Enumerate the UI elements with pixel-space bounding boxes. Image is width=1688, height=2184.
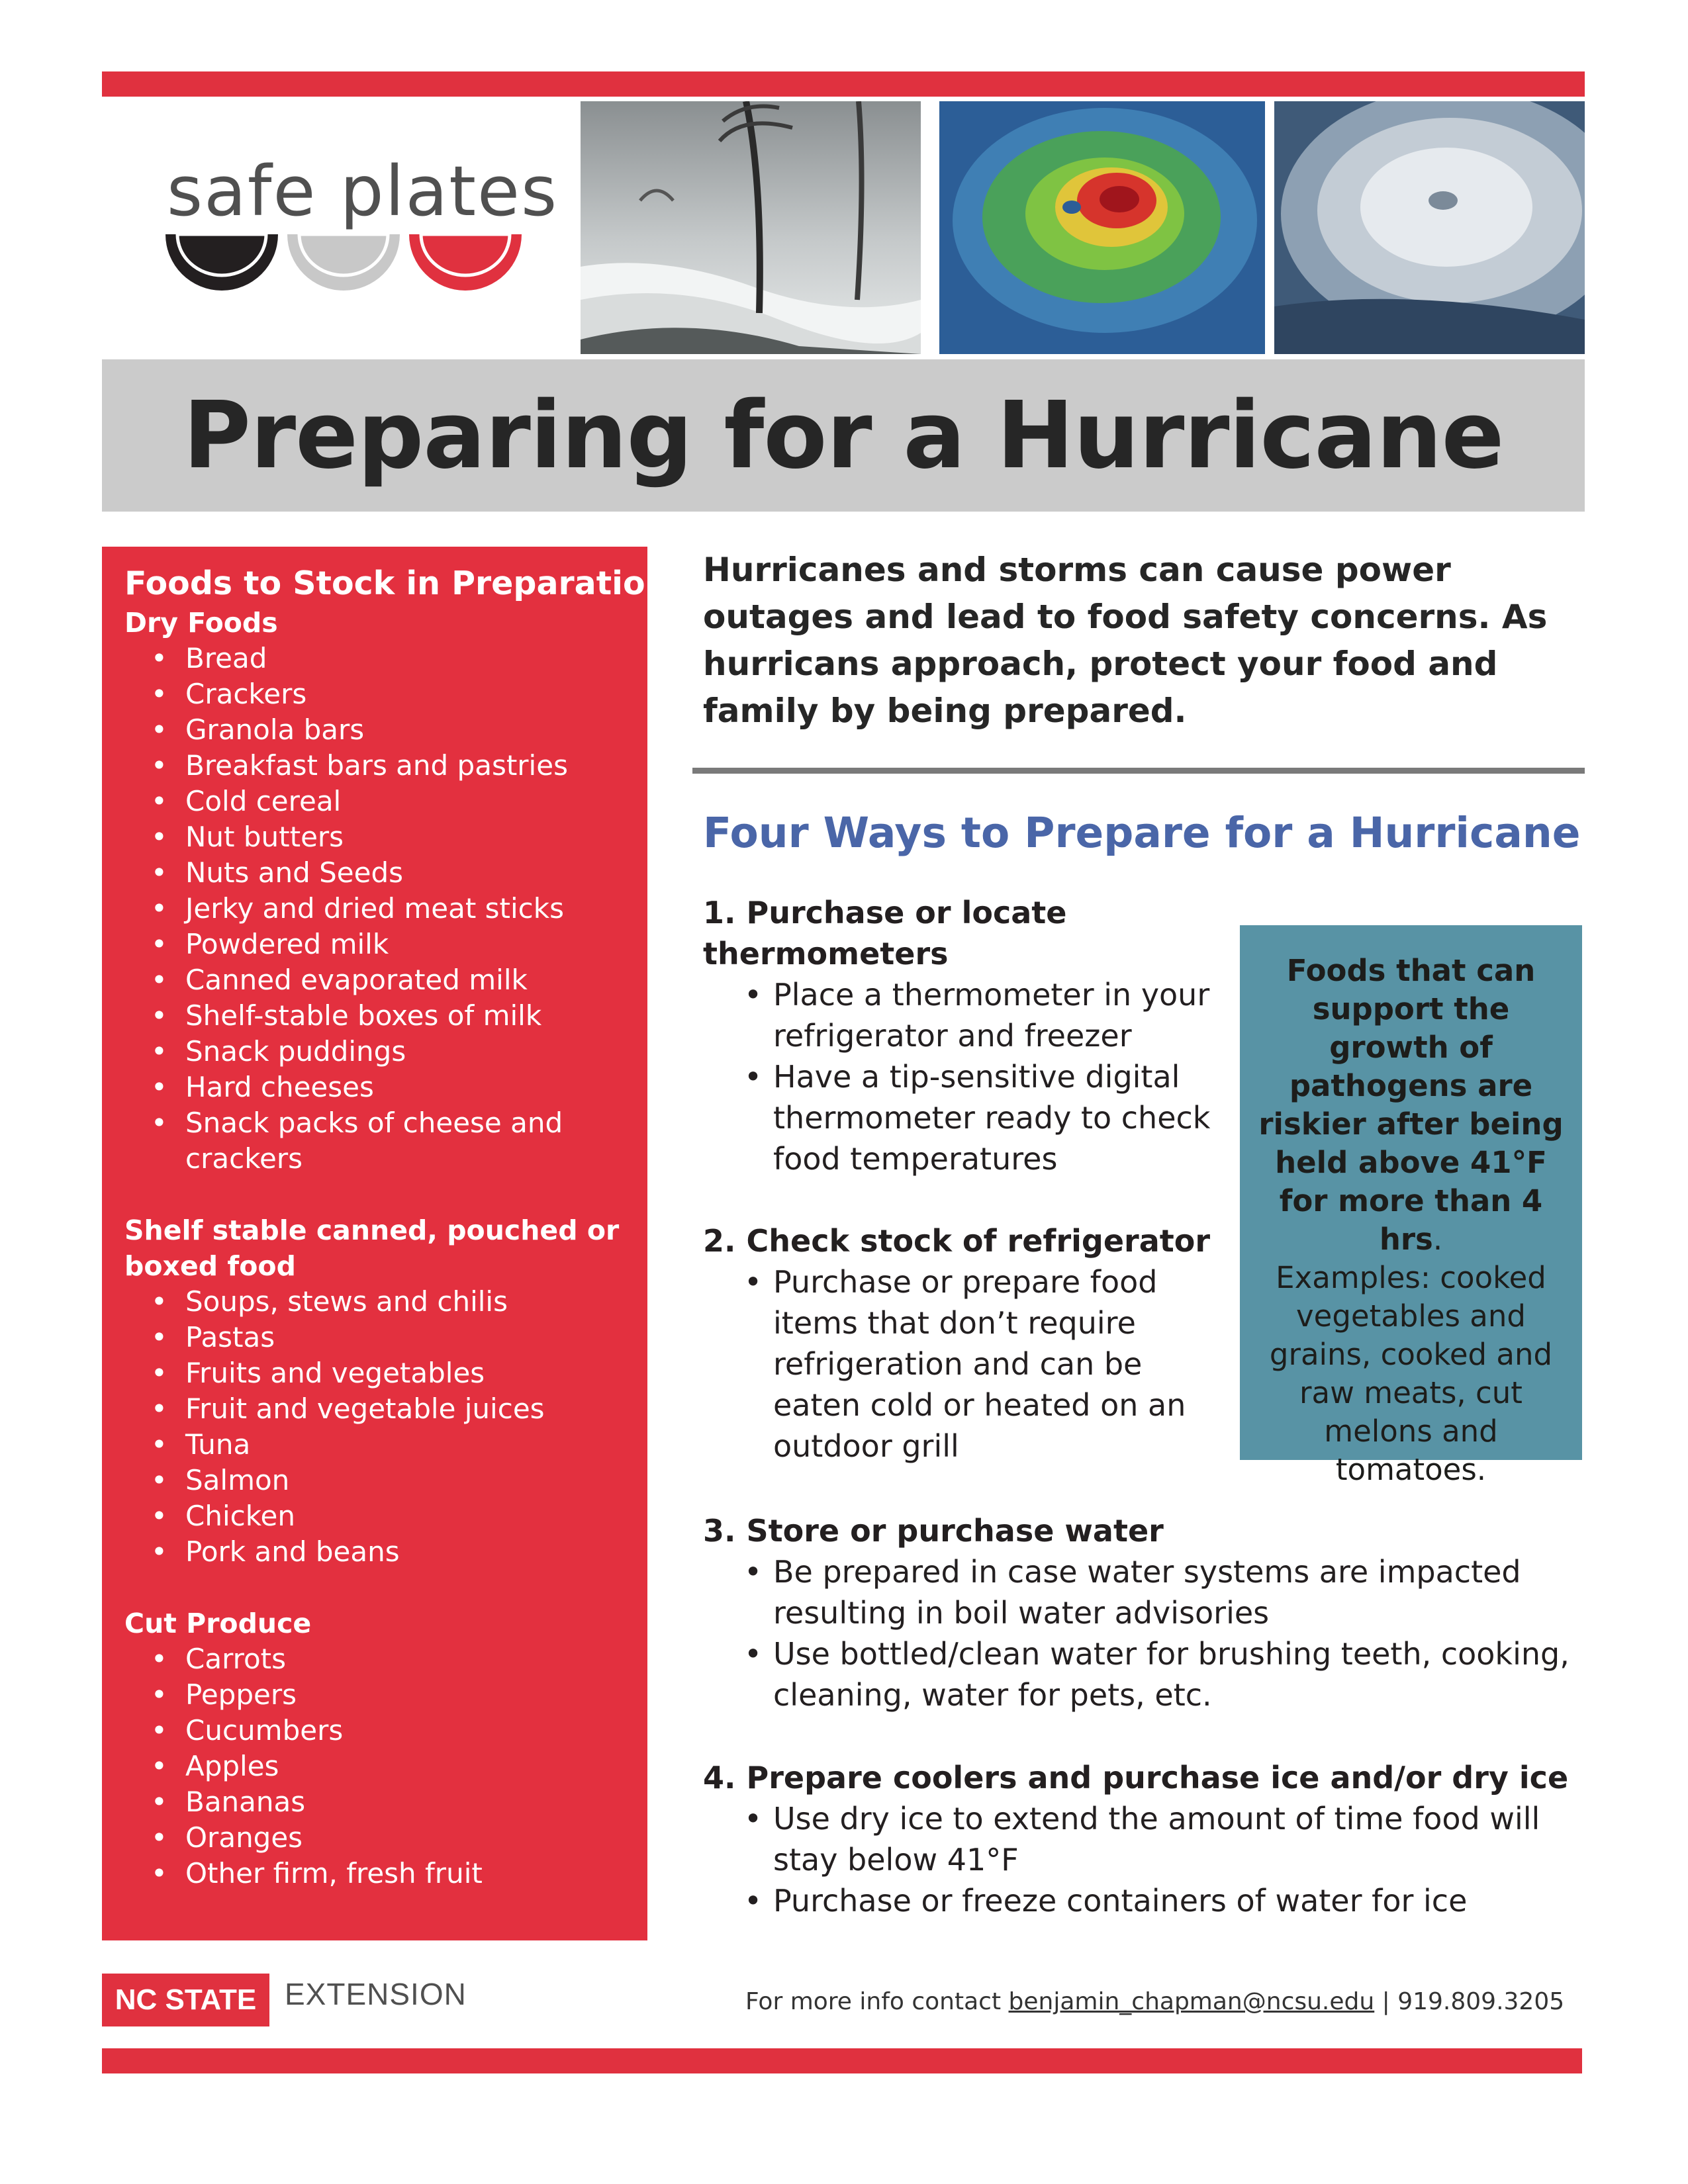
extension-label: EXTENSION	[285, 1977, 467, 2011]
list-item: • Pastas	[151, 1320, 634, 1355]
hurricane-radar-photo	[939, 101, 1265, 354]
step-3	[703, 1510, 1583, 1715]
list-item: • Carrots	[151, 1641, 634, 1677]
list-item: • Snack packs of cheese and crackers	[151, 1105, 634, 1177]
safe-plates-bowls-icon	[164, 232, 522, 298]
page-title: Preparing for a Hurricane	[183, 381, 1504, 490]
section-heading-dry-foods: Dry Foods	[124, 607, 278, 639]
list-item: • Crackers	[151, 676, 634, 712]
section-heading-cut-produce: Cut Produce	[124, 1608, 312, 1639]
list-item: • Canned evaporated milk	[151, 962, 634, 998]
list-item: • Place a thermometer in your refrigerator and freezer	[744, 974, 1233, 1056]
safe-plates-logo-text: safe plates	[167, 151, 559, 232]
list-item: • Bread	[151, 641, 634, 676]
list-item: • Soups, stews and chilis	[151, 1284, 634, 1320]
step-heading: 4. Prepare coolers and purchase ice and/or dry ice	[703, 1760, 1569, 1796]
shelf-stable-list	[124, 1284, 634, 1570]
pathogen-info-box	[1240, 925, 1582, 1487]
step-1-list	[703, 974, 1233, 1179]
step-4	[703, 1757, 1583, 1921]
list-item: • Cucumbers	[151, 1713, 634, 1749]
step-1	[703, 892, 1233, 1179]
info-box-warning: Foods that can support the growth of pathogens are riskier after being held above 41°F for more than 4 hrs	[1258, 953, 1564, 1257]
phone-number: 919.809.3205	[1397, 1988, 1565, 2015]
list-item: • Use bottled/clean water for brushing teeth, cooking, cleaning, water for pets, etc.	[744, 1633, 1583, 1715]
step-heading: 3. Store or purchase water	[703, 1513, 1164, 1549]
list-item: • Shelf-stable boxes of milk	[151, 998, 634, 1034]
foods-to-stock-panel	[102, 547, 669, 1940]
list-item: • Purchase or prepare food items that don’t require refrigeration and can be eaten cold or heated on an outdoor grill	[744, 1261, 1233, 1467]
list-item: • Granola bars	[151, 712, 634, 748]
intro-paragraph: Hurricanes and storms can cause power outages and lead to food safety concerns. As hurricans approach, protect your food and family by being prepared.	[703, 551, 1548, 730]
list-item: • Tuna	[151, 1427, 634, 1463]
list-item: • Other firm, fresh fruit	[151, 1856, 634, 1891]
cut-produce-list	[124, 1641, 634, 1891]
email-link[interactable]: benjamin_chapman@ncsu.edu	[1008, 1988, 1375, 2015]
dry-foods-list	[124, 641, 634, 1177]
list-item: • Have a tip-sensitive digital thermometer ready to check food temperatures	[744, 1056, 1233, 1179]
list-item: • Chicken	[151, 1498, 634, 1534]
list-item: • Fruit and vegetable juices	[151, 1391, 634, 1427]
step-4-list	[703, 1798, 1583, 1921]
list-item: • Peppers	[151, 1677, 634, 1713]
contact-prefix: For more info contact	[745, 1988, 1009, 2015]
info-box-examples: Examples: cooked vegetables and grains, cooked and raw meats, cut melons and tomatoes.	[1269, 1260, 1553, 1487]
step-3-list	[703, 1551, 1583, 1715]
hurricane-beach-photo	[581, 101, 921, 354]
list-item: • Nut butters	[151, 819, 634, 855]
section-divider	[692, 768, 1585, 774]
list-item: • Nuts and Seeds	[151, 855, 634, 891]
list-item: • Apples	[151, 1749, 634, 1784]
list-item: • Powdered milk	[151, 927, 634, 962]
list-item: • Pork and beans	[151, 1534, 634, 1570]
panel-title: Foods to Stock in Preparation	[124, 565, 669, 602]
section-heading-shelf-stable: Shelf stable canned, pouched or boxed food	[124, 1214, 620, 1282]
four-ways-heading: Four Ways to Prepare for a Hurricane	[703, 809, 1581, 857]
step-2-list	[703, 1261, 1233, 1467]
info-box-period: .	[1432, 1222, 1443, 1257]
hurricane-satellite-photo	[1274, 101, 1585, 354]
list-item: • Jerky and dried meat sticks	[151, 891, 634, 927]
step-heading: 2. Check stock of refrigerator	[703, 1223, 1211, 1259]
list-item: • Fruits and vegetables	[151, 1355, 634, 1391]
list-item: • Purchase or freeze containers of water for ice	[744, 1880, 1583, 1921]
list-item: • Breakfast bars and pastries	[151, 748, 634, 784]
list-item: • Oranges	[151, 1820, 634, 1856]
top-red-rule	[102, 71, 1585, 97]
list-item: • Snack puddings	[151, 1034, 634, 1069]
step-heading: 1. Purchase or locate thermometers	[703, 895, 1067, 972]
list-item: • Use dry ice to extend the amount of time food will stay below 41°F	[744, 1798, 1583, 1880]
title-bar	[102, 359, 1585, 512]
list-item: • Salmon	[151, 1463, 634, 1498]
list-item: • Bananas	[151, 1784, 634, 1820]
list-item: • Be prepared in case water systems are impacted resulting in boil water advisories	[744, 1551, 1583, 1633]
contact-separator: |	[1374, 1988, 1398, 2015]
step-2	[703, 1220, 1233, 1467]
bottom-red-rule	[102, 2048, 1582, 2073]
list-item: • Cold cereal	[151, 784, 634, 819]
contact-line	[745, 1988, 1564, 2015]
nc-state-logo: NC STATE	[102, 1974, 269, 2026]
list-item: • Hard cheeses	[151, 1069, 634, 1105]
